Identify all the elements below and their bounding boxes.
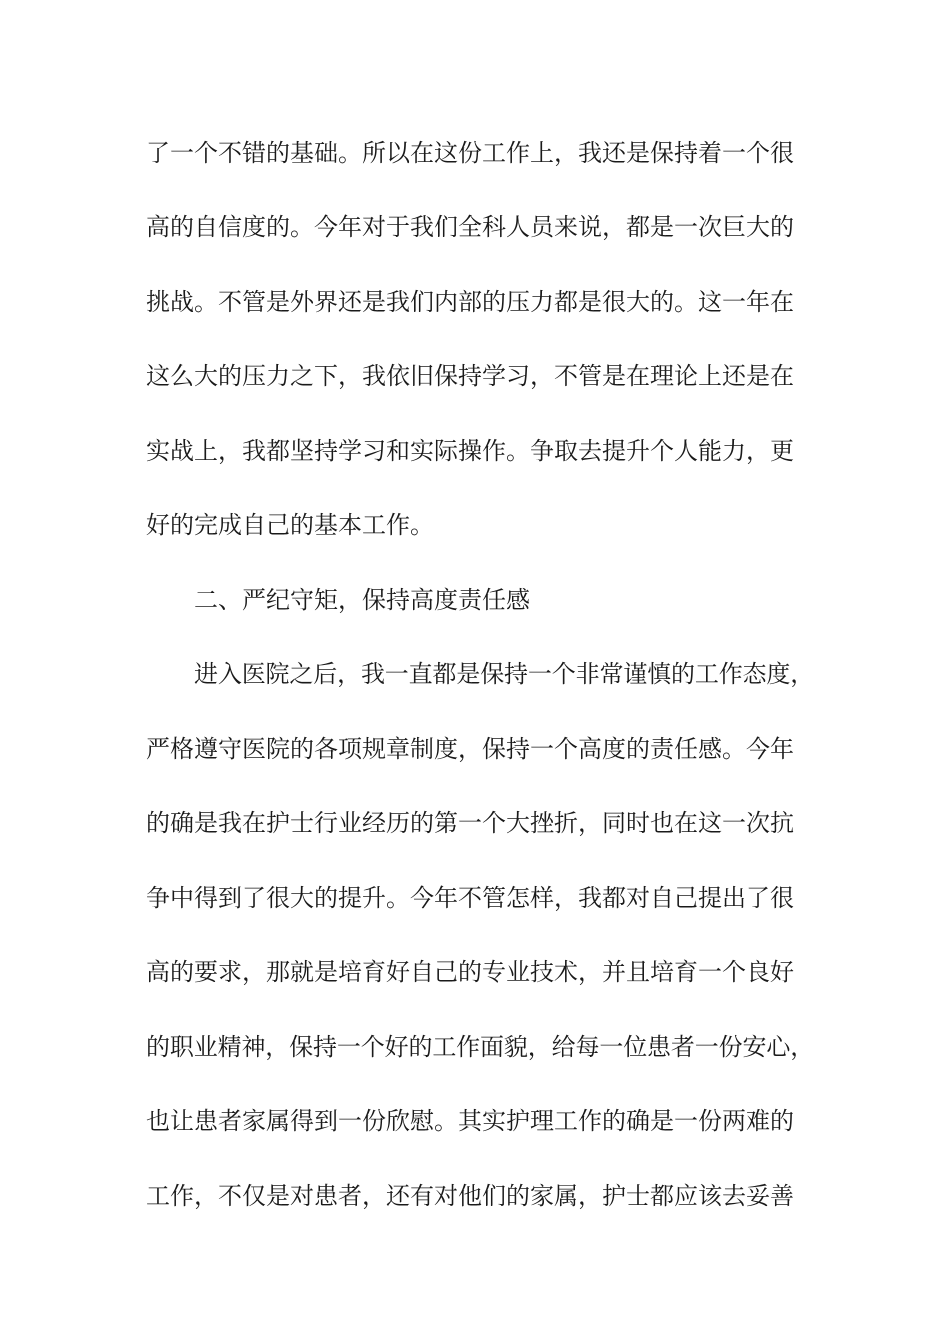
body-text-line: 高的自信度的。今年对于我们全科人员来说，都是一次巨大的 bbox=[146, 213, 794, 241]
body-text-line: 这么大的压力之下，我依旧保持学习，不管是在理论上还是在 bbox=[146, 362, 794, 390]
body-text-line: 严格遵守医院的各项规章制度，保持一个高度的责任感。今年 bbox=[146, 735, 794, 763]
body-text-line: 高的要求，那就是培育好自己的专业技术，并且培育一个良好 bbox=[146, 958, 794, 986]
body-text-line: 的确是我在护士行业经历的第一个大挫折，同时也在这一次抗 bbox=[146, 809, 794, 837]
body-text-line: 的职业精神，保持一个好的工作面貌，给每一位患者一份安心， bbox=[146, 1033, 815, 1061]
body-text-line: 争中得到了很大的提升。今年不管怎样，我都对自己提出了很 bbox=[146, 884, 794, 912]
body-text-line: 实战上，我都坚持学习和实际操作。争取去提升个人能力，更 bbox=[146, 437, 794, 465]
body-text-line: 好的完成自己的基本工作。 bbox=[146, 511, 434, 539]
paragraph-first-line: 进入医院之后，我一直都是保持一个非常谨慎的工作态度， bbox=[194, 660, 815, 688]
section-heading: 二、严纪守矩，保持高度责任感 bbox=[194, 586, 530, 614]
body-text-line: 了一个不错的基础。所以在这份工作上，我还是保持着一个很 bbox=[146, 139, 794, 167]
body-text-line: 也让患者家属得到一份欣慰。其实护理工作的确是一份两难的 bbox=[146, 1107, 794, 1135]
body-text-line: 工作，不仅是对患者，还有对他们的家属，护士都应该去妥善 bbox=[146, 1182, 794, 1210]
body-text-line: 挑战。不管是外界还是我们内部的压力都是很大的。这一年在 bbox=[146, 288, 794, 316]
